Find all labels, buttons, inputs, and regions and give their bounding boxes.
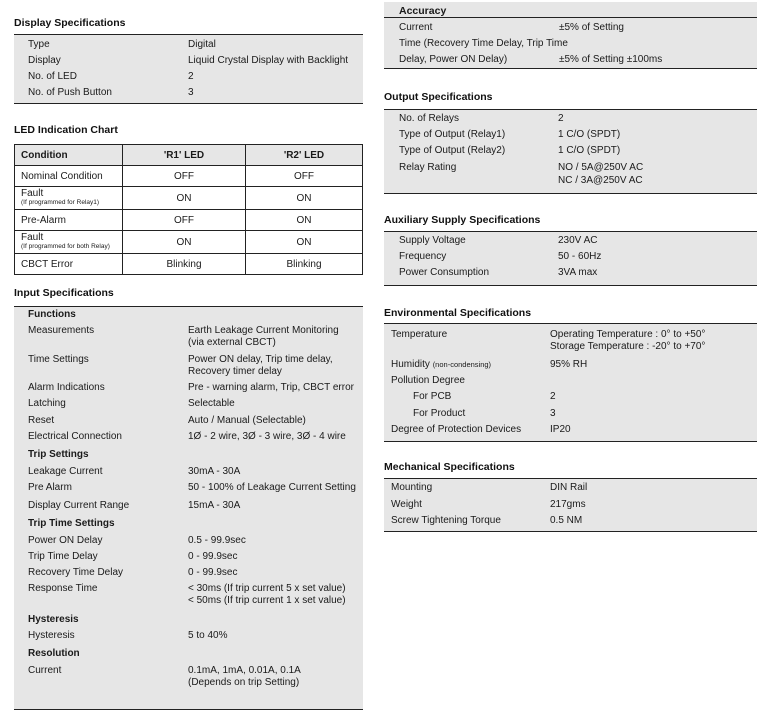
- table-row: CBCT Error Blinking Blinking: [15, 254, 363, 275]
- resolution-heading: Resolution: [28, 648, 80, 659]
- input-specs-box: Functions Measurements Earth Leakage Current Monitoring (via external CBCT) Time Settings Power ON delay, Trip time delay, Recovery timer delay Alarm Indications Pre - warning alarm, Trip, CBCT error Latching Selectable Reset Auto / Manual (Selectable) Electrical Connection 1Ø - 2 wire, 3Ø - 3 wire, 3Ø - 4 wire Trip Settings Leakage Current 30mA - 30A Pre Alarm 50 - 100% of Leakage Current Setting Display Current Range 15mA - 30A Trip Time Settings Power ON Delay 0.5 - 99.9sec Trip Time Delay 0 - 99.9sec Recovery Time Delay 0 - 99.9sec Response Time < 30ms (If trip current 5 x set value) < 50ms (If trip current 1 x set value) Hysteresis Hysteresis 5 to 40% Resolution Current 0.1mA, 1mA, 0.01A, 0.1A (Depends on trip Setting): [14, 306, 363, 710]
- env-specs-title: Environmental Specifications: [384, 307, 532, 319]
- mech-specs-title: Mechanical Specifications: [384, 461, 515, 473]
- trip-time-heading: Trip Time Settings: [28, 518, 115, 529]
- display-specs-title: Display Specifications: [14, 17, 126, 29]
- mech-specs-box: Mounting DIN Rail Weight 217gms Screw Tightening Torque 0.5 NM: [384, 478, 757, 532]
- accuracy-box: Accuracy Current ±5% of Setting Time (Recovery Time Delay, Trip Time Delay, Power ON Delay) ±5% of Setting ±100ms: [384, 2, 757, 69]
- hysteresis-heading: Hysteresis: [28, 614, 79, 625]
- accuracy-title: Accuracy: [399, 5, 447, 17]
- table-row: Fault (If programmed for Relay1) ON ON: [15, 187, 363, 210]
- led-chart-table: [14, 144, 363, 275]
- table-row: Fault (If programmed for both Relay) ON ON: [15, 231, 363, 254]
- env-specs-box: Temperature Operating Temperature : 0° to +50° Storage Temperature : -20° to +70° Humidity (non-condensing) 95% RH Pollution Degree For PCB 2 For Product 3 Degree of Protection Devices IP20: [384, 323, 757, 442]
- accuracy-divider: [384, 17, 757, 18]
- led-header-condition: Condition: [15, 145, 123, 166]
- led-chart-header-row: [15, 145, 363, 166]
- display-specs-box: Type Digital Display Liquid Crystal Display with Backlight No. of LED 2 No. of Push Button 3: [14, 34, 363, 104]
- table-row: Pre-Alarm OFF ON: [15, 210, 363, 231]
- table-row: Nominal Condition OFF OFF: [15, 166, 363, 187]
- output-specs-title: Output Specifications: [384, 91, 493, 103]
- led-header-r1: 'R1' LED: [123, 145, 246, 166]
- led-chart-title: LED Indication Chart: [14, 124, 118, 136]
- aux-specs-box: Supply Voltage 230V AC Frequency 50 - 60Hz Power Consumption 3VA max: [384, 231, 757, 286]
- led-header-r2: 'R2' LED: [246, 145, 363, 166]
- aux-specs-title: Auxiliary Supply Specifications: [384, 214, 541, 226]
- input-specs-title: Input Specifications: [14, 287, 114, 299]
- trip-settings-heading: Trip Settings: [28, 449, 89, 460]
- functions-heading: Functions: [28, 309, 76, 320]
- output-specs-box: No. of Relays 2 Type of Output (Relay1) 1 C/O (SPDT) Type of Output (Relay2) 1 C/O (SPDT) Relay Rating NO / 5A@250V AC NC / 3A@250V AC: [384, 109, 757, 194]
